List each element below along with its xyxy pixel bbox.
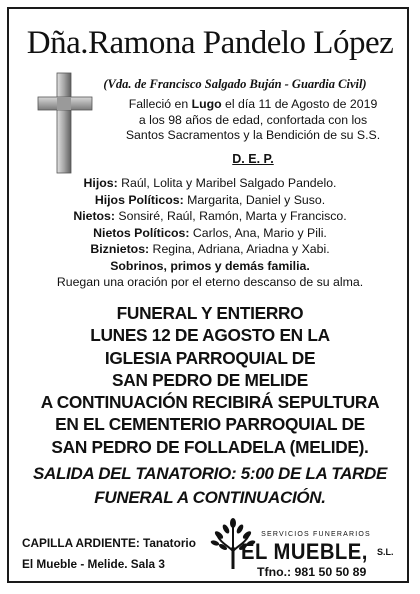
departure-line: FUNERAL A CONTINUACIÓN. (94, 488, 326, 507)
logo-phone: Tfno.: 981 50 50 89 (257, 565, 367, 579)
departure-details (9, 462, 411, 510)
deceased-name: Dña.Ramona Pandelo López (26, 25, 394, 61)
family-row: Hijos Políticos: Margarita, Daniel y Suso. (94, 192, 326, 207)
announcement-line-3: Santos Sacramentos y la Bendición de su S.S. (125, 128, 381, 142)
funeral-details (9, 302, 411, 458)
funeral-line: SAN PEDRO DE FOLLADELA (MELIDE). (51, 436, 369, 457)
family-row: Biznietos: Regina, Adriana, Ariadna y Xabi. (90, 242, 330, 256)
logo-suffix: S.L. (377, 547, 394, 557)
family-row: Nietos: Sonsiré, Raúl, Ramón, Marta y Francisco. (73, 209, 347, 223)
family-row: Nietos Políticos: Carlos, Ana, Mario y Pili. (93, 225, 327, 240)
funeral-line: FUNERAL Y ENTIERRO (116, 303, 304, 323)
family-list (9, 175, 411, 274)
funeral-line: IGLESIA PARROQUIAL DE (104, 347, 316, 368)
widow-note: (Vda. de Francisco Salgado Buján - Guardia Civil) (103, 77, 367, 91)
family-closing: Sobrinos, primos y demás familia. (110, 258, 310, 273)
departure-line: SALIDA DEL TANATORIO: 5:00 DE LA TARDE (32, 464, 388, 483)
logo-subtitle: SERVICIOS FUNERARIOS (261, 531, 371, 538)
family-row: Hijos: Raúl, Lolita y Maribel Salgado Pandelo. (83, 176, 337, 190)
chapel-info (22, 533, 222, 575)
death-announcement (95, 97, 411, 144)
announcement-line-1: Falleció en Lugo el día 11 de Agosto de 2019 (128, 97, 378, 111)
funeral-line: SAN PEDRO DE MELIDE (112, 369, 308, 390)
rest-in-peace: D. E. P. (232, 152, 274, 166)
funeral-line: EN EL CEMENTERIO PARROQUIAL DE (55, 414, 365, 435)
death-place: Lugo (191, 97, 222, 111)
obituary-card (7, 7, 409, 583)
funeral-line: A CONTINUACIÓN RECIBIRÁ SEPULTURA (40, 392, 380, 413)
chapel-line-1: CAPILLA ARDIENTE: Tanatorio (22, 536, 196, 550)
prayer-request: Ruegan una oración por el eterno descanso de su alma. (56, 275, 364, 289)
logo-brand: EL MUEBLE, (241, 539, 368, 564)
announcement-line-2: a los 98 años de edad, confortada con los (138, 112, 368, 127)
funeral-line: LUNES 12 DE AGOSTO EN LA (90, 325, 330, 346)
chapel-line-2: El Mueble - Melide. Sala 3 (22, 557, 165, 571)
